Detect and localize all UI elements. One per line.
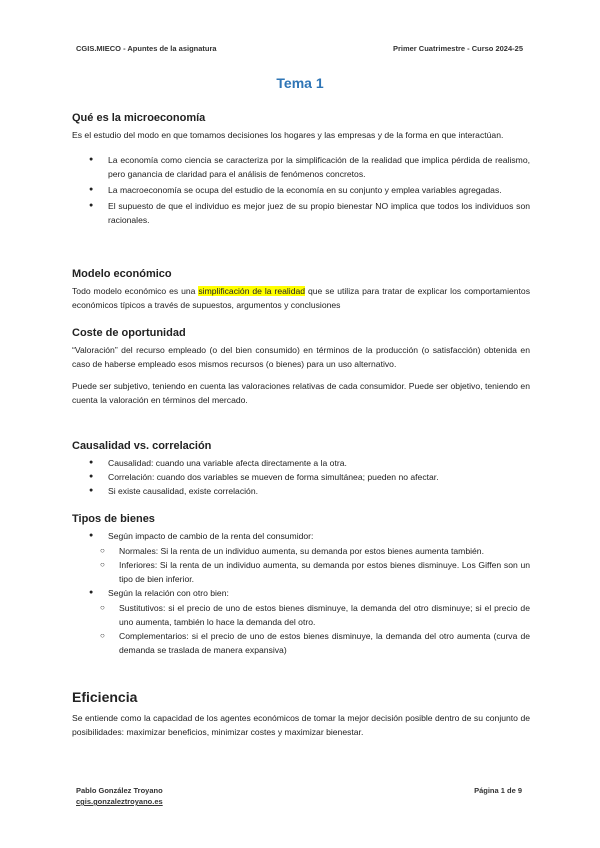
heading-bienes: Tipos de bienes bbox=[72, 513, 155, 525]
list-item bbox=[72, 586, 530, 657]
heading-microeconomia: Qué es la microeconomía bbox=[72, 112, 206, 124]
heading-coste: Coste de oportunidad bbox=[72, 327, 186, 339]
section-causalidad bbox=[72, 440, 530, 498]
list-item: ● La macroeconomía se ocupa del estudio de la economía en su conjunto y emplea variables agregadas. bbox=[72, 183, 530, 197]
bienes-groups bbox=[72, 529, 530, 657]
modelo-text bbox=[72, 284, 530, 312]
bienes-group2-label: Según la relación con otro bien: bbox=[108, 588, 229, 598]
list-item: ○ Complementarios: si el precio de uno de estos bienes disminuye, la demanda del otro aumenta (curva de demanda se traslada de manera expansiva) bbox=[72, 629, 530, 657]
coste-p2: Puede ser subjetivo, teniendo en cuenta las valoraciones relativas de cada consumidor. Puede ser objetivo, teniendo en cuenta la valoración en términos del mercado. bbox=[72, 381, 530, 405]
header-course: CGIS.MIECO - Apuntes de la asignatura bbox=[76, 44, 217, 53]
section-bienes bbox=[72, 513, 530, 657]
microeconomia-text: Es el estudio del modo en que tomamos decisiones los hogares y las empresas y de la forma en que interactúan. bbox=[72, 130, 504, 140]
causalidad-bullets bbox=[72, 456, 530, 498]
section-eficiencia bbox=[72, 689, 530, 739]
bienes-group2-items bbox=[72, 601, 530, 657]
coste-p1: “Valoración” del recurso empleado (o del bien consumido) en términos de la producción (o satisfacción) obtenida en caso de haberse empleado esos mismos recursos (o bienes) para un uso alternativo. bbox=[72, 345, 530, 369]
list-item: ○ Sustitutivos: si el precio de uno de estos bienes disminuye, la demanda del otro disminuye; si el precio de uno aumenta, también lo hace la demanda del otro. bbox=[72, 601, 530, 629]
section-modelo bbox=[72, 268, 530, 312]
list-item: ● La economía como ciencia se caracteriza por la simplificación de la realidad que implica pérdida de realismo, pero ganancia de claridad para el análisis de fenómenos concretos. bbox=[72, 153, 530, 181]
microeconomia-bullets bbox=[72, 153, 530, 227]
list-item: ○ Normales: Si la renta de un individuo aumenta, su demanda por estos bienes aumenta también. bbox=[72, 544, 530, 558]
modelo-text-after: que se utiliza para tratar de explicar los comportamientos económicos típicos a través de supuestos, argumentos y conclusiones bbox=[72, 286, 530, 310]
footer-page-number: Página 1 de 9 bbox=[474, 786, 522, 795]
bienes-group1-label: Según impacto de cambio de la renta del consumidor: bbox=[108, 531, 314, 541]
list-item: ● El supuesto de que el individuo es mejor juez de su propio bienestar NO implica que todos los individuos son racionales. bbox=[72, 199, 530, 227]
heading-modelo: Modelo económico bbox=[72, 268, 172, 280]
bienes-group1-items bbox=[72, 544, 530, 586]
list-item bbox=[72, 529, 530, 586]
list-item: ○ Inferiores: Si la renta de un individuo aumenta, su demanda por estos bienes disminuye. Los Giffen son un tipo de bien inferior. bbox=[72, 558, 530, 586]
heading-causalidad: Causalidad vs. correlación bbox=[72, 440, 212, 452]
list-item: ● Causalidad: cuando una variable afecta directamente a la otra. bbox=[72, 456, 530, 470]
section-coste bbox=[72, 327, 530, 407]
heading-eficiencia: Eficiencia bbox=[72, 689, 138, 705]
modelo-text-before: Todo modelo económico es una bbox=[72, 286, 199, 296]
eficiencia-text: Se entiende como la capacidad de los agentes económicos de tomar la mejor decisión posible dentro de su conjunto de posibilidades: maximizar beneficios, minimizar costes y maximizar bienestar. bbox=[72, 713, 530, 737]
highlighted-phrase: simplificación de la realidad bbox=[198, 286, 306, 296]
footer-author: Pablo González Troyano bbox=[76, 786, 163, 795]
footer-email-link[interactable]: cgis.gonzaleztroyano.es bbox=[76, 797, 163, 806]
section-microeconomia bbox=[72, 112, 530, 229]
list-item: ● Si existe causalidad, existe correlación. bbox=[72, 484, 530, 498]
page-title: Tema 1 bbox=[276, 75, 324, 91]
list-item: ● Correlación: cuando dos variables se mueven de forma simultánea; pueden no afectar. bbox=[72, 470, 530, 484]
header-term: Primer Cuatrimestre - Curso 2024-25 bbox=[392, 44, 523, 53]
